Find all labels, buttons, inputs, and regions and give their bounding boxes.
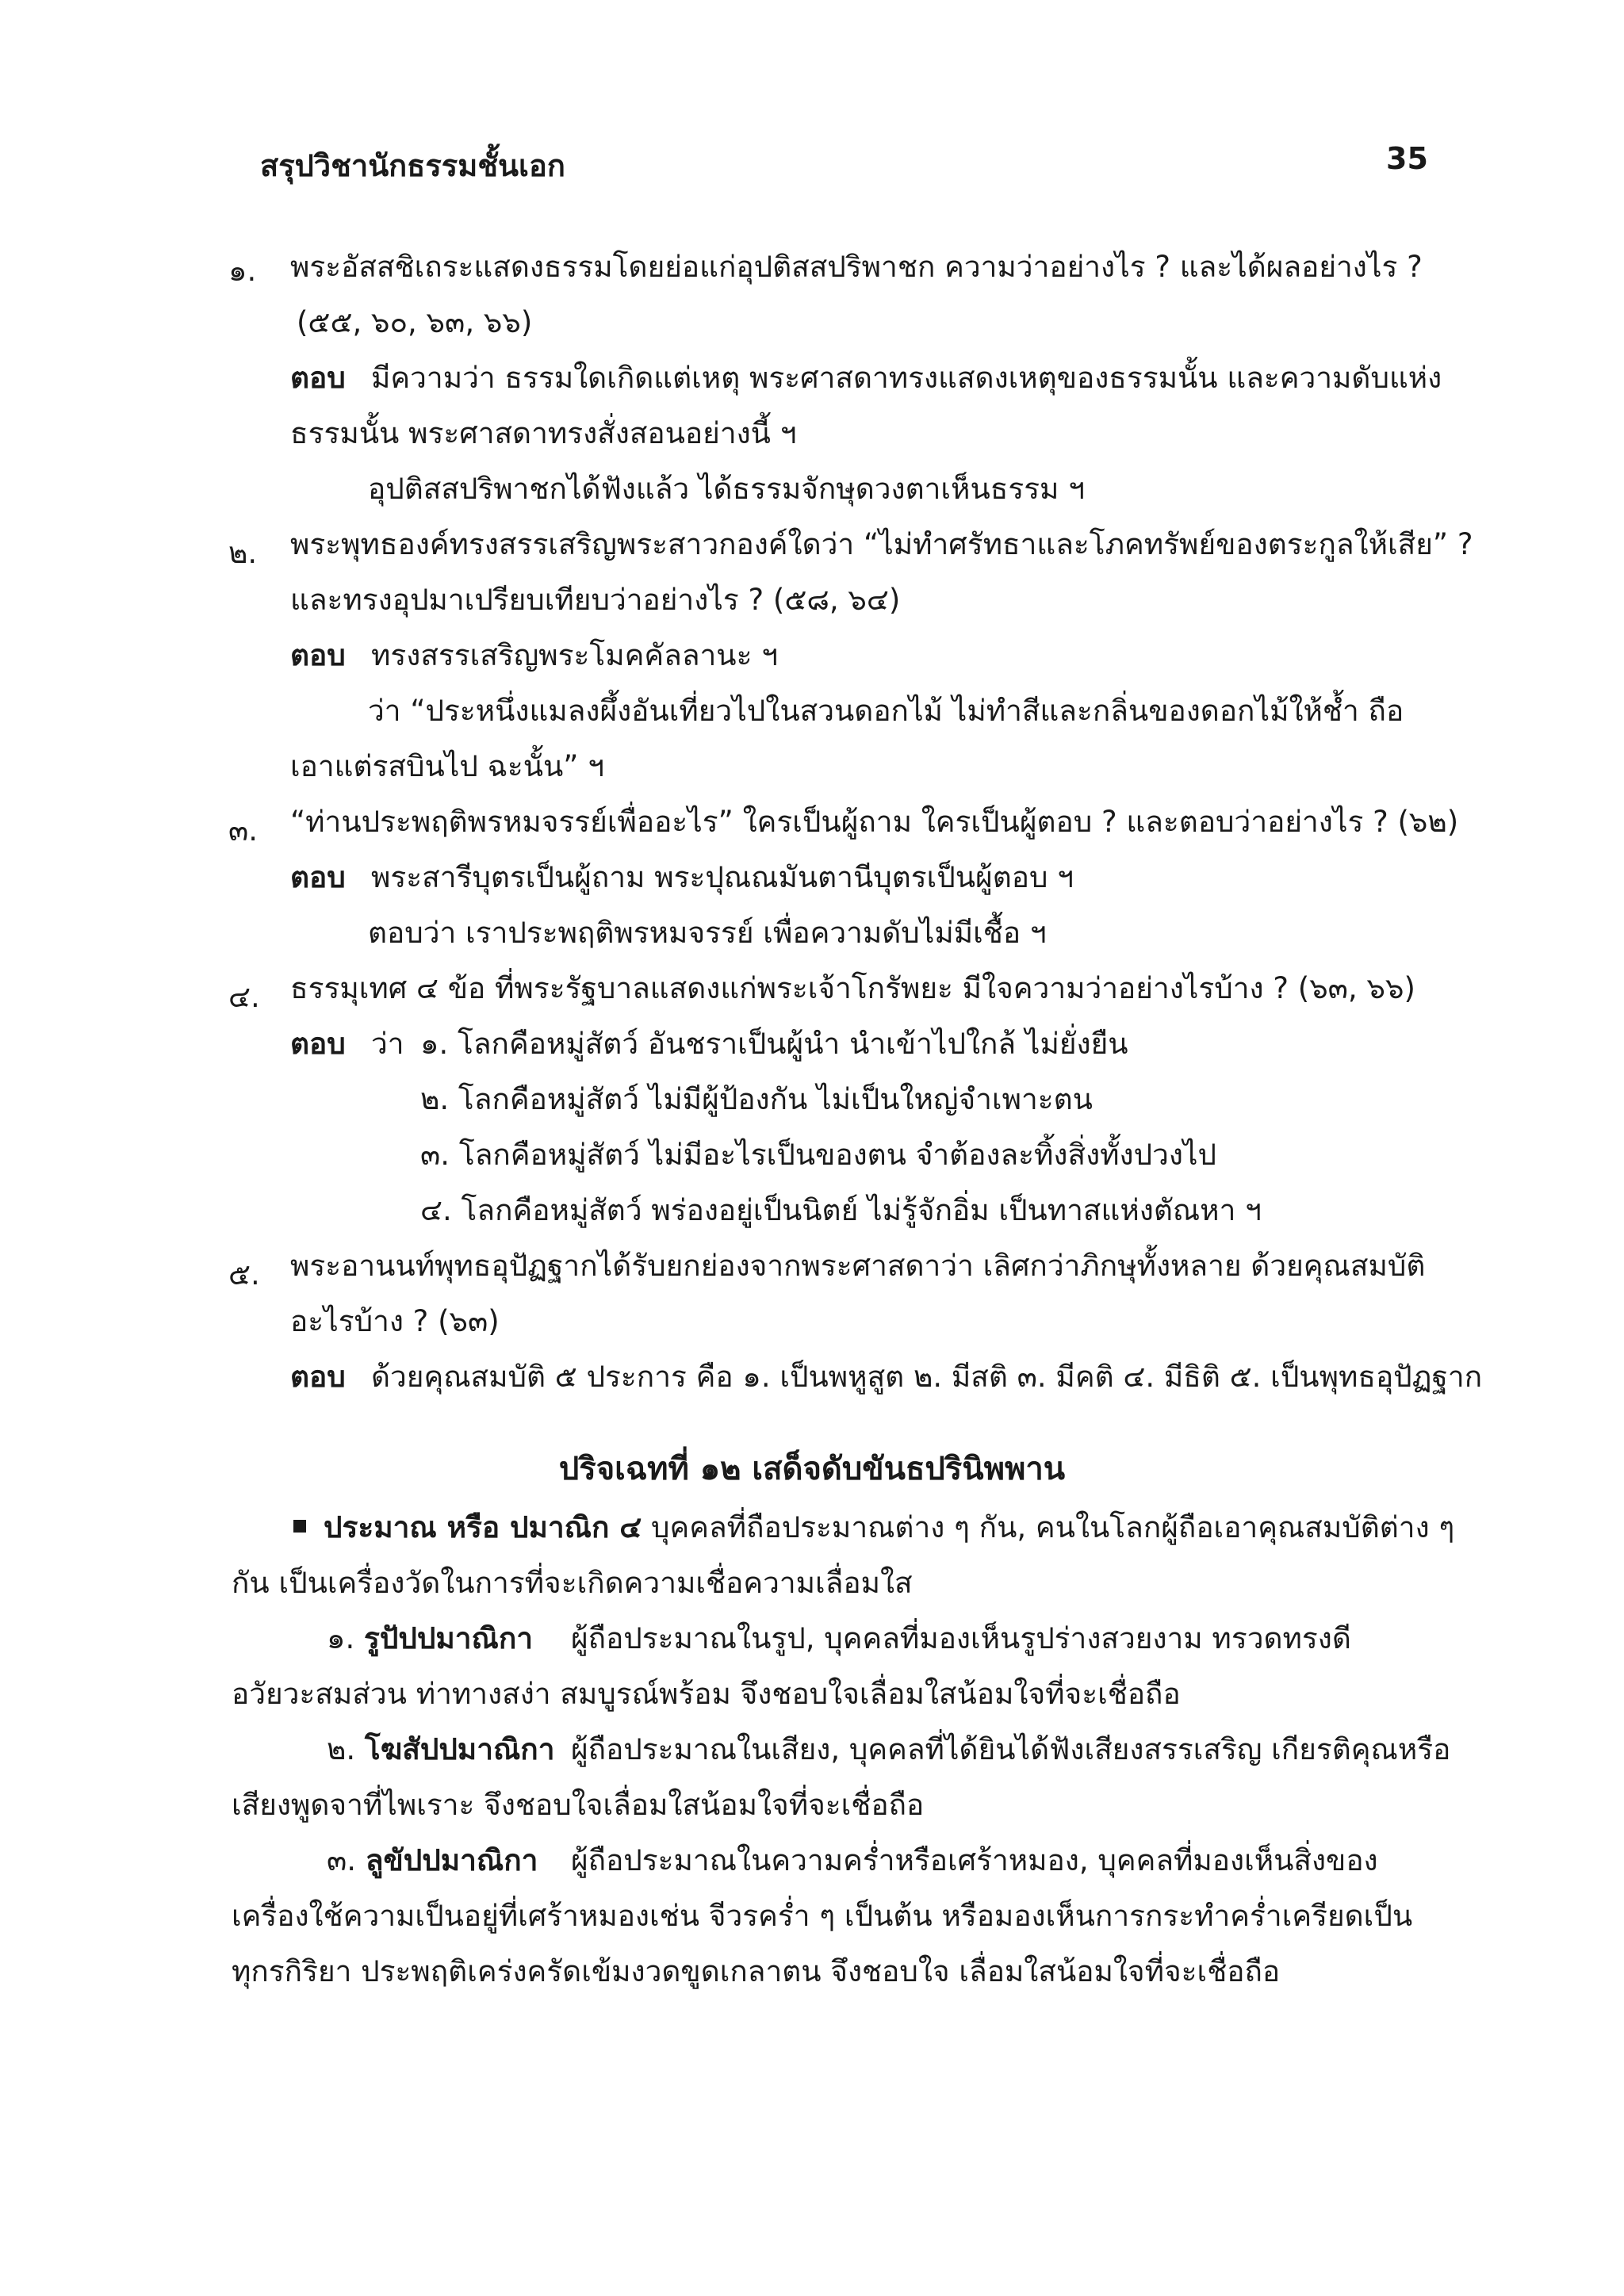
answer-line: ด้วยคุณสมบัติ ๕ ประการ คือ ๑. เป็นพหูสูต ๒. มีสติ ๓. มีคติ ๔. มีธิติ ๕. เป็นพุทธอุปัฏฐาก xyxy=(371,1360,1483,1394)
answer-label: ตอบ xyxy=(290,638,346,672)
qa-number: ๔. xyxy=(228,980,260,1014)
answer-line: ทรงสรรเสริญพระโมคคัลลานะ ฯ xyxy=(371,638,779,672)
answer-line: เอาแต่รสบินไป ฉะนั้น” ฯ xyxy=(290,749,604,783)
item-term: ลูขัปปมาณิกา xyxy=(365,1843,538,1877)
qa-number: ๕. xyxy=(228,1257,260,1292)
answer-line: มีความว่า ธรรมใดเกิดแต่เหตุ พระศาสดาทรงแสดงเหตุของธรรมนั้น และความดับแห่ง xyxy=(371,361,1442,395)
page-number: 35 xyxy=(1386,141,1428,176)
answer-line: ว่า “ประหนึ่งแมลงผึ้งอันเที่ยวไปในสวนดอกไม้ ไม่ทำสีและกลิ่นของดอกไม้ให้ช้ำ ถือ xyxy=(368,694,1404,728)
item-line: ทุกรกิริยา ประพฤติเคร่งครัดเข้มงวดขูดเกลาตน จึงชอบใจ เลื่อมใสน้อมใจที่จะเชื่อถือ xyxy=(232,1954,1281,1988)
question-line: และทรงอุปมาเปรียบเทียบว่าอย่างไร ? (๕๘, ๖๔) xyxy=(290,583,901,617)
answer-line: ๔. โลกคือหมู่สัตว์ พร่องอยู่เป็นนิตย์ ไม่รู้จักอิ่ม เป็นทาสแห่งตัณหา ฯ xyxy=(420,1193,1262,1227)
question-line: พระพุทธองค์ทรงสรรเสริญพระสาวกองค์ใดว่า “ไม่ทำศรัทธาและโภคทรัพย์ของตระกูลให้เสีย” ? xyxy=(290,527,1473,561)
item-head xyxy=(327,1621,534,1655)
question-line: “ท่านประพฤติพรหมจรรย์เพื่ออะไร” ใครเป็นผู้ถาม ใครเป็นผู้ตอบ ? และตอบว่าอย่างไร ? (๖๒) xyxy=(290,805,1459,839)
item-head xyxy=(327,1843,538,1877)
chapter-heading: ปริจเฉทที่ ๑๒ เสด็จดับขันธปรินิพพาน xyxy=(558,1451,1066,1487)
item-line: เครื่องใช้ความเป็นอยู่ที่เศร้าหมองเช่น จีวรคร่ำ ๆ เป็นต้น หรือมองเห็นการกระทำคร่ำเครียดเป็น xyxy=(232,1899,1413,1933)
item-line: อวัยวะสมส่วน ท่าทางสง่า สมบูรณ์พร้อม จึงชอบใจเลื่อมใสน้อมใจที่จะเชื่อถือ xyxy=(232,1677,1181,1711)
qa-number: ๓. xyxy=(228,813,259,848)
answer-label: ตอบ xyxy=(290,361,346,395)
answer-label: ตอบ xyxy=(290,860,346,894)
item-head xyxy=(327,1732,555,1766)
answer-line: ตอบว่า เราประพฤติพรหมจรรย์ เพื่อความดับไม่มีเชื้อ ฯ xyxy=(368,916,1047,950)
item-number: ๓. xyxy=(327,1843,357,1877)
question-line: พระอัสสชิเถระแสดงธรรมโดยย่อแก่อุปติสสปริพาชก ความว่าอย่างไร ? และได้ผลอย่างไร ? xyxy=(290,250,1423,284)
intro-term: ประมาณ หรือ ปมาณิก ๔ xyxy=(324,1510,642,1544)
item-line: เสียงพูดจาที่ไพเราะ จึงชอบใจเลื่อมใสน้อมใจที่จะเชื่อถือ xyxy=(232,1788,925,1822)
question-line: (๕๕, ๖๐, ๖๓, ๖๖) xyxy=(297,305,533,339)
intro-line-1 xyxy=(293,1510,1455,1544)
item-term: โฆสัปปมาณิกา xyxy=(364,1732,555,1766)
item-line: ผู้ถือประมาณในเสียง, บุคคลที่ได้ยินได้ฟังเสียงสรรเสริญ เกียรติคุณหรือ xyxy=(571,1732,1451,1766)
answer-line: ๒. โลกคือหมู่สัตว์ ไม่มีผู้ป้องกัน ไม่เป็นใหญ่จำเพาะตน xyxy=(420,1082,1093,1116)
item-number: ๑. xyxy=(327,1621,355,1655)
item-line: ผู้ถือประมาณในความคร่ำหรือเศร้าหมอง, บุคคลที่มองเห็นสิ่งของ xyxy=(571,1843,1378,1877)
question-line: อะไรบ้าง ? (๖๓) xyxy=(290,1304,500,1338)
qa-number: ๑. xyxy=(228,254,257,288)
square-bullet-icon xyxy=(293,1520,306,1533)
answer-line: ๑. โลกคือหมู่สัตว์ อันชราเป็นผู้นำ นำเข้าไปใกล้ ไม่ยั่งยืน xyxy=(420,1027,1128,1061)
answer-label: ตอบ xyxy=(290,1027,346,1061)
answer-label: ตอบ xyxy=(290,1360,346,1394)
answer-line: พระสารีบุตรเป็นผู้ถาม พระปุณณมันตานีบุตรเป็นผู้ตอบ ฯ xyxy=(371,860,1074,894)
page-header-title: สรุปวิชานักธรรมชั้นเอก xyxy=(260,148,565,183)
question-line: ธรรมุเทศ ๔ ข้อ ที่พระรัฐบาลแสดงแก่พระเจ้าโกรัพยะ มีใจความว่าอย่างไรบ้าง ? (๖๓, ๖๖) xyxy=(290,971,1415,1005)
intro-text: บุคคลที่ถือประมาณต่าง ๆ กัน, คนในโลกผู้ถือเอาคุณสมบัติต่าง ๆ xyxy=(651,1510,1455,1544)
answer-line: ธรรมนั้น พระศาสดาทรงสั่งสอนอย่างนี้ ฯ xyxy=(290,416,797,450)
item-number: ๒. xyxy=(327,1732,356,1766)
answer-line: อุปติสสปริพาชกได้ฟังแล้ว ได้ธรรมจักษุดวงตาเห็นธรรม ฯ xyxy=(368,472,1085,506)
item-term: รูปัปปมาณิกา xyxy=(364,1621,534,1655)
intro-line-2: กัน เป็นเครื่องวัดในการที่จะเกิดความเชื่อความเลื่อมใส xyxy=(232,1566,913,1600)
answer-line: ๓. โลกคือหมู่สัตว์ ไม่มีอะไรเป็นของตน จำต้องละทิ้งสิ่งทั้งปวงไป xyxy=(420,1138,1217,1172)
item-line: ผู้ถือประมาณในรูป, บุคคลที่มองเห็นรูปร่างสวยงาม ทรวดทรงดี xyxy=(571,1621,1351,1655)
question-line: พระอานนท์พุทธอุปัฏฐากได้รับยกย่องจากพระศาสดาว่า เลิศกว่าภิกษุทั้งหลาย ด้วยคุณสมบัติ xyxy=(290,1249,1426,1283)
answer-prefix: ว่า xyxy=(371,1027,404,1061)
qa-number: ๒. xyxy=(228,536,258,570)
